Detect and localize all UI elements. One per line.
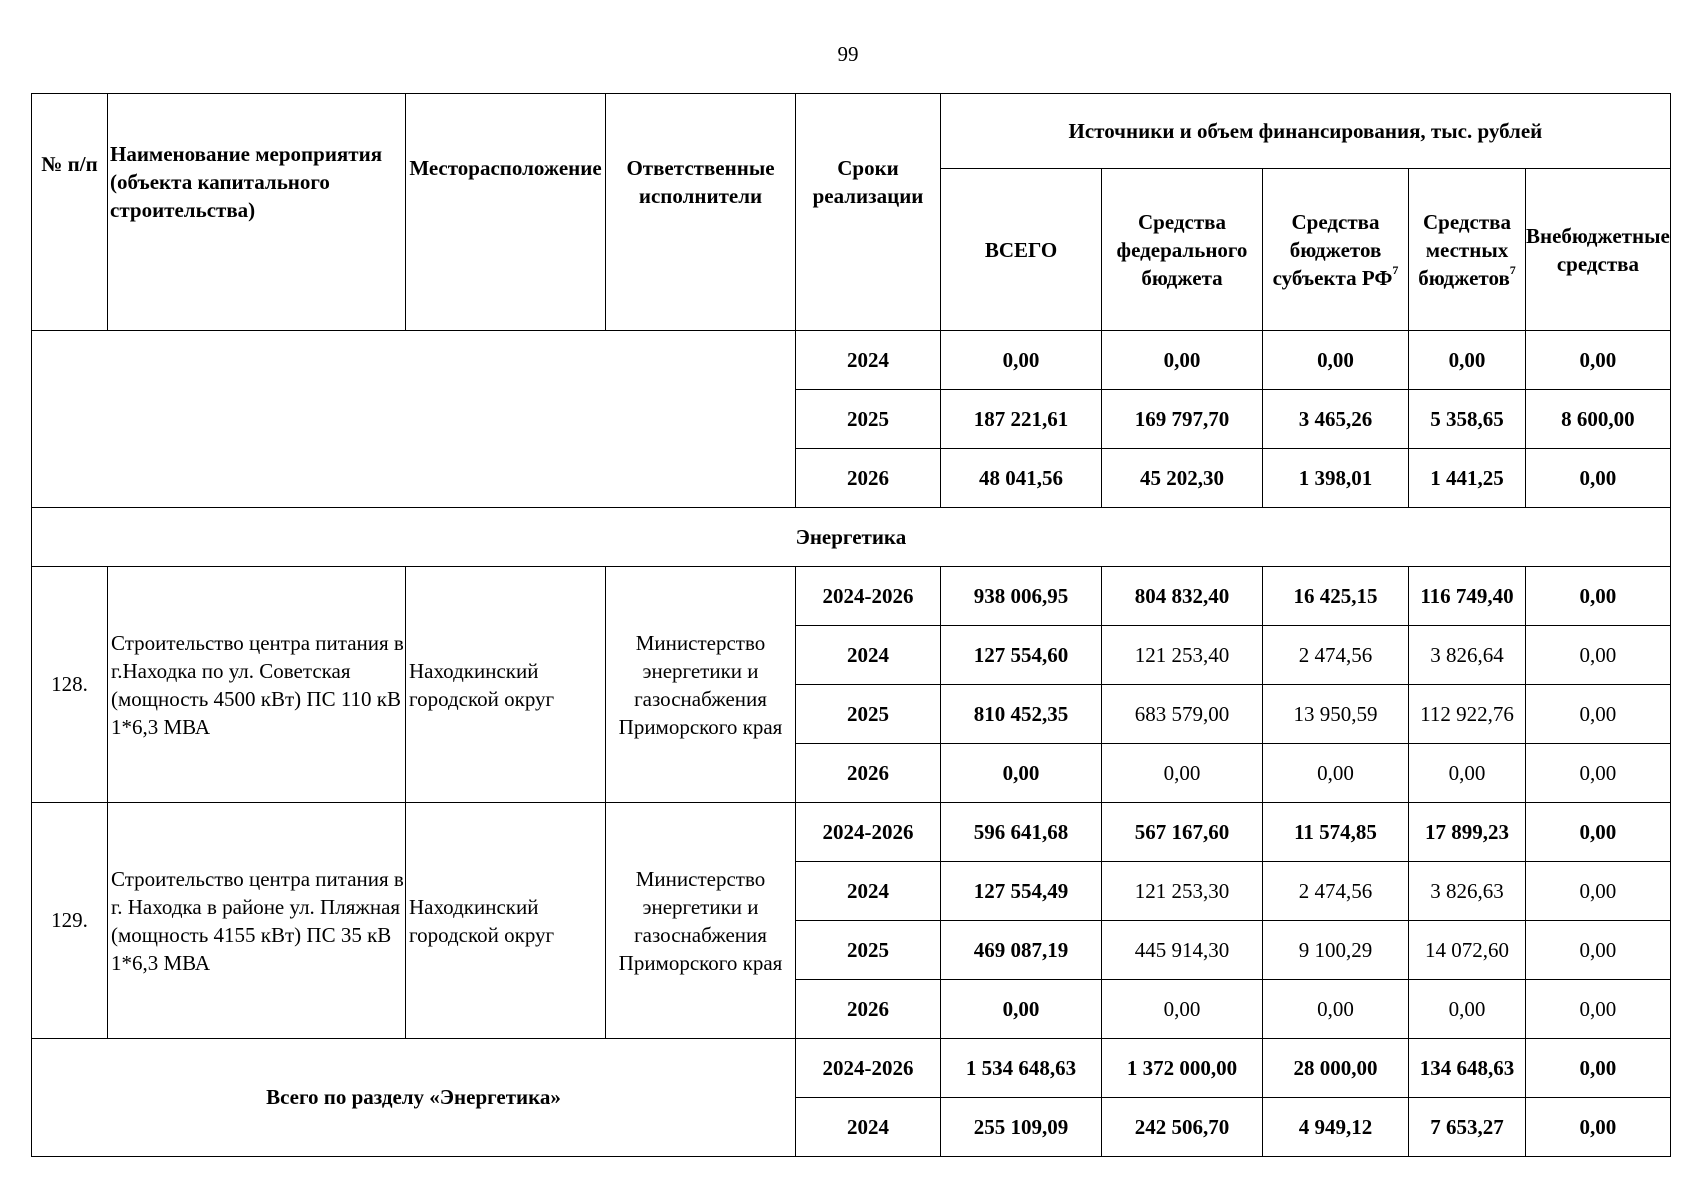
local-cell: 1 441,25 <box>1409 449 1526 508</box>
header-local-footnote: 7 <box>1509 262 1516 277</box>
federal-cell: 1 372 000,00 <box>1102 1039 1263 1098</box>
section-title: Энергетика <box>32 508 1671 567</box>
header-terms: Сроки реализации <box>796 94 941 331</box>
header-name: Наименование мероприятия (объекта капитального строительства) <box>108 94 406 331</box>
subject-cell: 11 574,85 <box>1263 803 1409 862</box>
federal-cell: 169 797,70 <box>1102 390 1263 449</box>
federal-cell: 445 914,30 <box>1102 921 1263 980</box>
extra-cell: 0,00 <box>1526 567 1671 626</box>
total-cell: 938 006,95 <box>941 567 1102 626</box>
total-cell: 255 109,09 <box>941 1098 1102 1157</box>
total-cell: 810 452,35 <box>941 685 1102 744</box>
total-cell: 1 534 648,63 <box>941 1039 1102 1098</box>
header-local <box>1409 169 1526 331</box>
prev-empty-cell <box>32 331 796 508</box>
item-number: 128. <box>32 567 108 803</box>
financing-table <box>31 93 1671 1157</box>
subject-cell: 0,00 <box>1263 744 1409 803</box>
total-cell: 187 221,61 <box>941 390 1102 449</box>
year-cell: 2024-2026 <box>796 1039 941 1098</box>
header-subject-label: Средства бюджетов субъекта РФ <box>1272 209 1393 290</box>
local-cell: 5 358,65 <box>1409 390 1526 449</box>
federal-cell: 0,00 <box>1102 744 1263 803</box>
item-responsible: Министерство энергетики и газоснабжения Приморского края <box>606 803 796 1039</box>
year-cell: 2026 <box>796 744 941 803</box>
federal-cell: 683 579,00 <box>1102 685 1263 744</box>
subject-cell: 13 950,59 <box>1263 685 1409 744</box>
year-cell: 2025 <box>796 685 941 744</box>
federal-cell: 0,00 <box>1102 980 1263 1039</box>
local-cell: 7 653,27 <box>1409 1098 1526 1157</box>
local-cell: 0,00 <box>1409 331 1526 390</box>
local-cell: 17 899,23 <box>1409 803 1526 862</box>
local-cell: 134 648,63 <box>1409 1039 1526 1098</box>
subject-cell: 1 398,01 <box>1263 449 1409 508</box>
year-cell: 2024 <box>796 626 941 685</box>
header-location: Месторасположение <box>406 94 606 331</box>
year-cell: 2026 <box>796 449 941 508</box>
year-cell: 2024-2026 <box>796 803 941 862</box>
total-cell: 0,00 <box>941 980 1102 1039</box>
subject-cell: 2 474,56 <box>1263 626 1409 685</box>
local-cell: 3 826,63 <box>1409 862 1526 921</box>
table-row <box>32 567 1671 626</box>
subject-cell: 3 465,26 <box>1263 390 1409 449</box>
subject-cell: 4 949,12 <box>1263 1098 1409 1157</box>
year-cell: 2025 <box>796 390 941 449</box>
total-cell: 0,00 <box>941 744 1102 803</box>
total-cell: 596 641,68 <box>941 803 1102 862</box>
subject-cell: 28 000,00 <box>1263 1039 1409 1098</box>
header-federal: Средства федерального бюджета <box>1102 169 1263 331</box>
header-local-label: Средства местных бюджетов <box>1418 209 1511 290</box>
item-location: Находкинский городской округ <box>406 567 606 803</box>
item-name: Строительство центра питания в г. Находка в районе ул. Пляжная (мощность 4155 кВт) ПС 35 кВ 1*6,3 МВА <box>108 803 406 1039</box>
subject-cell: 2 474,56 <box>1263 862 1409 921</box>
federal-cell: 242 506,70 <box>1102 1098 1263 1157</box>
local-cell: 14 072,60 <box>1409 921 1526 980</box>
local-cell: 112 922,76 <box>1409 685 1526 744</box>
extra-cell: 0,00 <box>1526 449 1671 508</box>
total-cell: 0,00 <box>941 331 1102 390</box>
table-row <box>32 803 1671 862</box>
subject-cell: 0,00 <box>1263 331 1409 390</box>
extra-cell: 0,00 <box>1526 803 1671 862</box>
year-cell: 2024 <box>796 1098 941 1157</box>
table-row <box>32 1039 1671 1098</box>
header-sources: Источники и объем финансирования, тыс. рублей <box>941 94 1671 169</box>
subject-cell: 0,00 <box>1263 980 1409 1039</box>
item-number: 129. <box>32 803 108 1039</box>
year-cell: 2024 <box>796 862 941 921</box>
local-cell: 3 826,64 <box>1409 626 1526 685</box>
subject-cell: 16 425,15 <box>1263 567 1409 626</box>
item-responsible: Министерство энергетики и газоснабжения Приморского края <box>606 567 796 803</box>
item-name: Строительство центра питания в г.Находка по ул. Советская (мощность 4500 кВт) ПС 110 кВ 1*6,3 МВА <box>108 567 406 803</box>
year-cell: 2026 <box>796 980 941 1039</box>
extra-cell: 0,00 <box>1526 862 1671 921</box>
extra-cell: 0,00 <box>1526 980 1671 1039</box>
total-cell: 469 087,19 <box>941 921 1102 980</box>
extra-cell: 0,00 <box>1526 1039 1671 1098</box>
extra-cell: 0,00 <box>1526 744 1671 803</box>
local-cell: 0,00 <box>1409 744 1526 803</box>
federal-cell: 121 253,40 <box>1102 626 1263 685</box>
header-row-1 <box>32 94 1671 169</box>
year-cell: 2024 <box>796 331 941 390</box>
extra-cell: 0,00 <box>1526 921 1671 980</box>
local-cell: 116 749,40 <box>1409 567 1526 626</box>
federal-cell: 45 202,30 <box>1102 449 1263 508</box>
section-row <box>32 508 1671 567</box>
item-location: Находкинский городской округ <box>406 803 606 1039</box>
total-cell: 48 041,56 <box>941 449 1102 508</box>
extra-cell: 0,00 <box>1526 685 1671 744</box>
header-total: ВСЕГО <box>941 169 1102 331</box>
extra-cell: 0,00 <box>1526 1098 1671 1157</box>
federal-cell: 804 832,40 <box>1102 567 1263 626</box>
page-number: 99 <box>837 42 859 66</box>
header-subject-footnote: 7 <box>1392 262 1399 277</box>
extra-cell: 8 600,00 <box>1526 390 1671 449</box>
federal-cell: 0,00 <box>1102 331 1263 390</box>
table-row <box>32 331 1671 390</box>
year-cell: 2025 <box>796 921 941 980</box>
header-num: № п/п <box>32 94 108 331</box>
header-extra: Внебюджетные средства <box>1526 169 1671 331</box>
total-cell: 127 554,60 <box>941 626 1102 685</box>
subject-cell: 9 100,29 <box>1263 921 1409 980</box>
section-total-label: Всего по разделу «Энергетика» <box>32 1039 796 1157</box>
header-responsible: Ответственные исполнители <box>606 94 796 331</box>
federal-cell: 567 167,60 <box>1102 803 1263 862</box>
total-cell: 127 554,49 <box>941 862 1102 921</box>
extra-cell: 0,00 <box>1526 331 1671 390</box>
extra-cell: 0,00 <box>1526 626 1671 685</box>
year-cell: 2024-2026 <box>796 567 941 626</box>
local-cell: 0,00 <box>1409 980 1526 1039</box>
federal-cell: 121 253,30 <box>1102 862 1263 921</box>
header-subject <box>1263 169 1409 331</box>
